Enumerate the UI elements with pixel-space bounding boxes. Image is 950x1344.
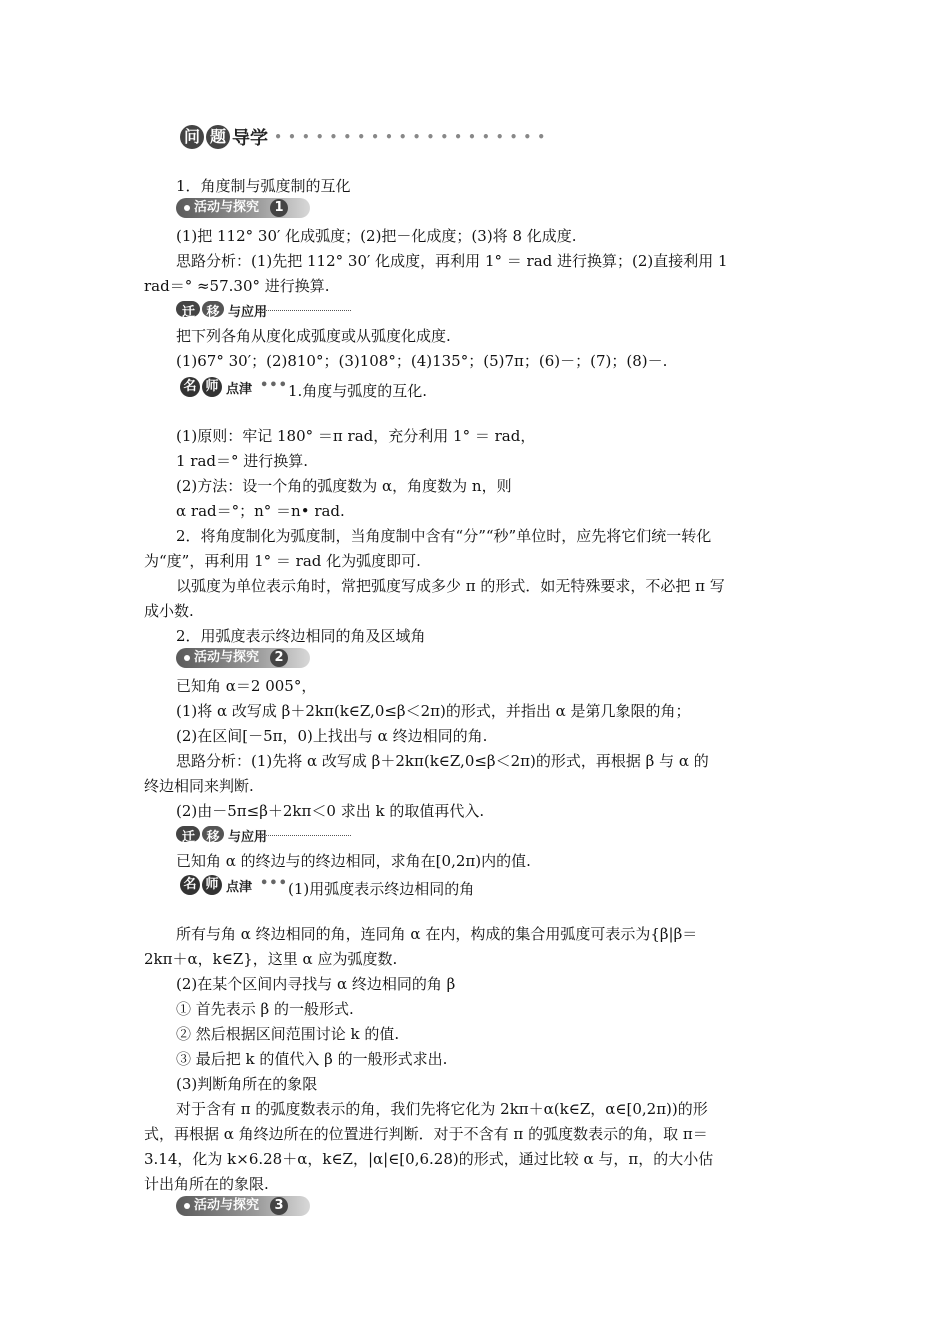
teacher-tip-2-title: (1)用弧度表示终边相同的角 [288, 880, 475, 898]
section-1-title: 1．角度制与弧度制的互化 [176, 177, 351, 195]
tip-2-line-8: 对于含有 π 的弧度数表示的角，我们先将它化为 2kπ＋α(k∈Z，α∈[0,2π))的形 [176, 1100, 708, 1118]
badge-number: 1 [270, 199, 288, 217]
example-2-line-5: 终边相同来判断. [144, 777, 254, 795]
tip-2-line-6: ③ 最后把 k 的值代入 β 的一般形式求出. [176, 1050, 448, 1068]
header-char-2: 题 [206, 125, 230, 149]
badge-char-1: 迁 [182, 830, 196, 845]
application-1-line-1: 把下列各角从度化成弧度或从弧度化成度. [176, 327, 451, 345]
tip-1-line-8: 成小数. [144, 602, 194, 620]
badge-rest: 与应用 [228, 305, 268, 320]
tip-2-line-11: 计出角所在的象限. [144, 1175, 269, 1193]
badge-dots: ••• [260, 876, 288, 891]
tip-1-line-1: (1)原则：牢记 180° ＝π rad，充分利用 1° ＝ rad， [176, 427, 536, 445]
badge-rest: 与应用 [228, 830, 268, 845]
badge-dots: ••• [260, 378, 288, 393]
example-2-line-3: (2)在区间[－5π，0)上找出与 α 终边相同的角. [176, 727, 488, 745]
badge-rule [258, 835, 351, 836]
badge-rule [258, 310, 351, 311]
badge-char-1: 名 [180, 377, 200, 397]
badge-char-2: 师 [202, 875, 222, 895]
badge-char-1: 名 [180, 875, 200, 895]
example-1-analysis-1: 思路分析：(1)先把 112° 30′ 化成度，再利用 1° ＝ rad 进行换算；(2)直接利用 1 [176, 252, 728, 270]
teacher-tip-badge-1 [176, 376, 286, 398]
tip-1-line-7: 以弧度为单位表示角时，常把弧度写成多少 π 的形式．如无特殊要求，不必把 π 写 [176, 577, 725, 595]
example-2-line-4: 思路分析：(1)先将 α 改写成 β＋2kπ(k∈Z,0≤β＜2π)的形式，再根据 β 与 α 的 [176, 752, 709, 770]
transfer-apply-badge-2 [176, 826, 351, 844]
header-rest: 导学 [232, 128, 268, 149]
badge-dot [184, 655, 190, 661]
badge-char-1: 迁 [182, 305, 196, 320]
badge-dot [184, 1203, 190, 1209]
badge-label: 活动与探究 [194, 650, 260, 665]
application-1-line-2: (1)67° 30′；(2)810°；(3)108°；(4)135°；(5)7π；(6)－；(7)；(8)－. [176, 352, 668, 370]
teacher-tip-badge-2 [176, 874, 286, 896]
tip-2-line-3: (2)在某个区间内寻找与 α 终边相同的角 β [176, 975, 456, 993]
badge-rest: 点津 [226, 880, 253, 895]
badge-label: 活动与探究 [194, 200, 260, 215]
tip-2-line-5: ② 然后根据区间范围讨论 k 的值. [176, 1025, 400, 1043]
activity-badge-2 [176, 648, 310, 668]
tip-1-line-5: 2．将角度制化为弧度制，当角度制中含有“分”“秒”单位时，应先将它们统一转化 [176, 527, 712, 545]
transfer-apply-badge-1 [176, 301, 351, 319]
section-header [180, 124, 546, 150]
tip-2-line-9: 式，再根据 α 角终边所在的位置进行判断．对于不含有 π 的弧度数表示的角，取 π＝ [144, 1125, 708, 1143]
section-2-title: 2．用弧度表示终边相同的角及区域角 [176, 627, 426, 645]
badge-dot [184, 205, 190, 211]
example-1-text: (1)把 112° 30′ 化成弧度；(2)把－化成度；(3)将 8 化成度. [176, 227, 577, 245]
example-2-line-2: (1)将 α 改写成 β＋2kπ(k∈Z,0≤β＜2π)的形式，并指出 α 是第几象限的角； [176, 702, 691, 720]
activity-badge-3 [176, 1196, 310, 1216]
badge-rest: 点津 [226, 382, 253, 397]
tip-1-line-3: (2)方法：设一个角的弧度数为 α，角度数为 n，则 [176, 477, 512, 495]
badge-number: 2 [270, 649, 288, 667]
activity-badge-1 [176, 198, 310, 218]
tip-1-line-6: 为“度”，再利用 1° ＝ rad 化为弧度即可. [144, 552, 421, 570]
badge-number: 3 [270, 1197, 288, 1215]
tip-2-line-10: 3.14，化为 k×6.28＋α，k∈Z，|α|∈[0,6.28)的形式，通过比较 α 与，π，的大小估 [144, 1150, 714, 1168]
header-char-1: 问 [180, 125, 204, 149]
example-1-analysis-2: rad＝° ≈57.30° 进行换算. [144, 277, 330, 295]
badge-char-2: 移 [202, 826, 224, 842]
teacher-tip-1-title: 1.角度与弧度的互化. [288, 382, 428, 400]
tip-2-line-4: ① 首先表示 β 的一般形式. [176, 1000, 354, 1018]
tip-1-line-2: 1 rad＝° 进行换算. [176, 452, 309, 470]
badge-char-2: 师 [202, 377, 222, 397]
application-2-line: 已知角 α 的终边与的终边相同，求角在[0,2π)内的值. [176, 852, 531, 870]
example-2-line-6: (2)由－5π≤β＋2kπ＜0 求出 k 的取值再代入. [176, 802, 485, 820]
tip-1-line-4: α rad＝°；n° ＝n• rad. [176, 502, 345, 520]
tip-2-line-7: (3)判断角所在的象限 [176, 1075, 318, 1093]
badge-char-2: 移 [202, 301, 224, 317]
header-dots: • • • • • • • • • • • • • • • • • • • • [274, 130, 547, 144]
tip-2-line-2: 2kπ＋α，k∈Z}，这里 α 应为弧度数. [144, 950, 398, 968]
tip-2-line-1: 所有与角 α 终边相同的角，连同角 α 在内，构成的集合用弧度可表示为{β|β＝ [176, 925, 698, 943]
badge-label: 活动与探究 [194, 1198, 260, 1213]
example-2-line-1: 已知角 α＝2 005°， [176, 677, 317, 695]
